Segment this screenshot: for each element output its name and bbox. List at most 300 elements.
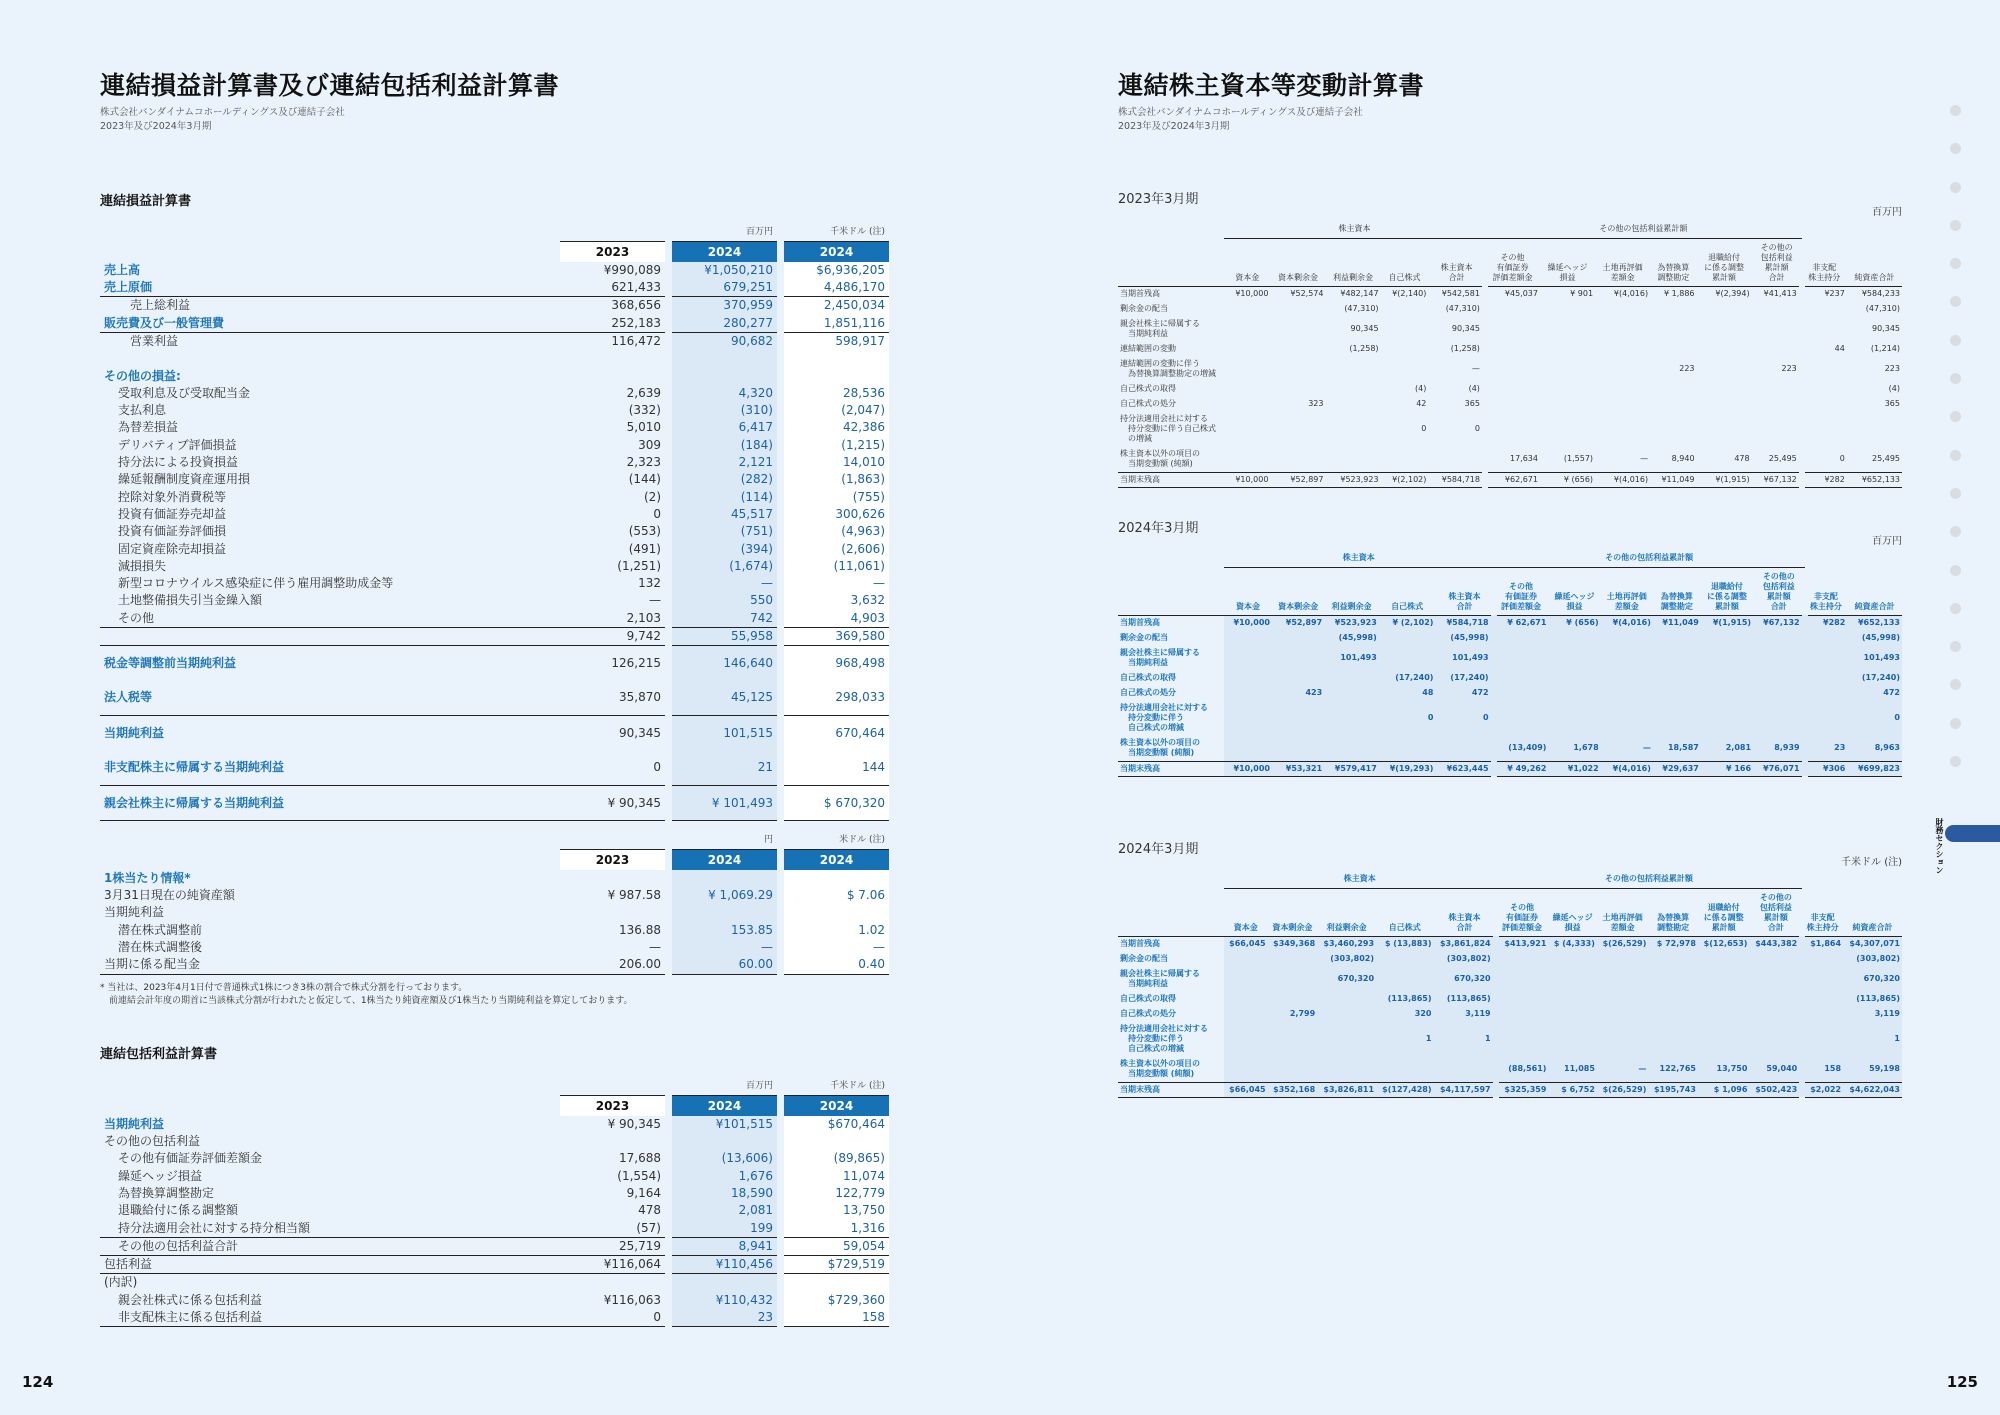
cell-value: 0 bbox=[1839, 454, 1845, 464]
value-2024: (1,674) bbox=[672, 558, 777, 575]
value-2024-usd: 598,917 bbox=[784, 332, 889, 350]
cell-value: ¥(4,016) bbox=[1601, 761, 1653, 776]
cell-value bbox=[1650, 396, 1696, 411]
value-2024-usd: 14,010 bbox=[784, 454, 889, 471]
cell-value bbox=[1597, 951, 1648, 966]
table-row bbox=[1118, 1082, 1902, 1097]
value-2024-usd: 298,033 bbox=[784, 681, 889, 716]
cell-value: ¥623,445 bbox=[1435, 761, 1493, 776]
value-2024-usd: (11,061) bbox=[784, 558, 889, 575]
value-2023: ¥990,089 bbox=[603, 262, 661, 277]
cell-value: 90,345 bbox=[1451, 323, 1480, 333]
row-label: 当期に係る配当金 bbox=[100, 956, 560, 974]
column-header: 資本剰余金 bbox=[1278, 601, 1319, 611]
cell-value bbox=[1224, 356, 1270, 381]
cell-value: ¥584,718 bbox=[1428, 472, 1485, 487]
cell-value: (4) bbox=[1468, 383, 1480, 393]
table-row bbox=[100, 751, 889, 786]
value-2023: ¥ 90,345 bbox=[607, 1116, 661, 1131]
value-2024: — bbox=[672, 939, 777, 956]
cell-value: 670,320 bbox=[1317, 966, 1376, 991]
cell-value: 8,963 bbox=[1847, 736, 1902, 761]
value-2023: (1,251) bbox=[617, 558, 661, 573]
cell-value: 158 bbox=[1802, 1057, 1843, 1082]
cell-value bbox=[1697, 301, 1752, 316]
table-row bbox=[100, 262, 889, 279]
cell-value: (113,865) bbox=[1376, 991, 1433, 1006]
cell-value: $195,743 bbox=[1648, 1082, 1698, 1097]
cell-value: 0 bbox=[1421, 424, 1427, 433]
table-row bbox=[100, 1292, 889, 1309]
cell-value bbox=[1494, 670, 1549, 685]
cell-value: ¥237 bbox=[1802, 286, 1847, 301]
table-row bbox=[100, 628, 889, 646]
cell-value bbox=[1805, 630, 1848, 645]
cell-value: $(26,529) bbox=[1597, 936, 1648, 951]
cell-value bbox=[1224, 381, 1270, 396]
column-header: 土地再評価 差額金 bbox=[1602, 912, 1643, 932]
cell-value bbox=[1485, 341, 1540, 356]
cell-value: ¥579,417 bbox=[1324, 761, 1379, 776]
pl-heading: 連結損益計算書 bbox=[100, 194, 192, 209]
cell-value bbox=[1381, 447, 1429, 472]
nav-dot[interactable] bbox=[1950, 756, 1961, 767]
value-2024: 550 bbox=[672, 592, 777, 609]
cell-value bbox=[1752, 411, 1802, 447]
cell-value: ¥(4,016) bbox=[1595, 286, 1650, 301]
cell-value bbox=[1595, 316, 1650, 341]
value-2024: 55,958 bbox=[672, 628, 777, 646]
value-2023: 17,688 bbox=[619, 1151, 661, 1166]
row-label: 非支配株主に帰属する当期純利益 bbox=[104, 760, 285, 775]
column-header: 繰延ヘッジ 損益 bbox=[1547, 262, 1588, 282]
table-row bbox=[100, 956, 889, 974]
cell-value bbox=[1548, 700, 1600, 736]
value-2024: 370,959 bbox=[672, 297, 777, 315]
cell-value: $(12,653) bbox=[1698, 936, 1749, 951]
cell-value bbox=[1494, 685, 1549, 700]
cell-value bbox=[1268, 966, 1318, 991]
value-2023: 2,103 bbox=[626, 610, 661, 625]
nav-dot[interactable] bbox=[1950, 679, 1961, 690]
table-row bbox=[100, 681, 889, 716]
cell-value bbox=[1379, 736, 1436, 761]
group-header: 株主資本 bbox=[1224, 549, 1494, 567]
table-row bbox=[100, 558, 889, 575]
cell-value bbox=[1548, 685, 1600, 700]
value-2024: 1,676 bbox=[672, 1168, 777, 1185]
cell-value bbox=[1224, 316, 1270, 341]
value-2023: 2,639 bbox=[626, 385, 661, 400]
cell-value: $66,045 bbox=[1224, 936, 1268, 951]
cell-value bbox=[1648, 1021, 1698, 1057]
table-row bbox=[100, 297, 889, 315]
row-label: 非支配株主に係る包括利益 bbox=[100, 1309, 560, 1327]
per-share-note: * 当社は、2023年4月1日付で普通株式1株につき3株の割合で株式分割を行っております。 前連結会計年度の期首に当該株式分割が行われたと仮定して、1株当たり純資産額及び1株当たり当期純利益を算定しております。 bbox=[100, 983, 633, 1006]
unit-label: 千米ドル (注) bbox=[830, 1081, 885, 1092]
value-2024: 4,320 bbox=[672, 385, 777, 402]
cell-value bbox=[1272, 645, 1324, 670]
cell-value: ¥52,897 bbox=[1272, 615, 1324, 630]
cell-value bbox=[1325, 396, 1380, 411]
cell-value: (88,561) bbox=[1496, 1057, 1549, 1082]
cell-value bbox=[1595, 341, 1650, 356]
value-2024: 18,590 bbox=[672, 1185, 777, 1202]
cell-value: $443,382 bbox=[1749, 936, 1802, 951]
row-label: 税金等調整前当期純利益 bbox=[104, 655, 237, 670]
table-row bbox=[100, 1256, 889, 1274]
cell-value: ¥ 62,671 bbox=[1494, 615, 1549, 630]
cell-value bbox=[1224, 685, 1272, 700]
cell-value bbox=[1548, 991, 1596, 1006]
cell-value bbox=[1540, 411, 1595, 447]
row-label: 潜在株式調整後 bbox=[118, 939, 203, 954]
cell-value bbox=[1597, 1006, 1648, 1021]
cell-value bbox=[1268, 1057, 1318, 1082]
cell-value bbox=[1381, 356, 1429, 381]
column-header: 株主資本 合計 bbox=[1448, 912, 1481, 932]
cell-value bbox=[1805, 700, 1848, 736]
cell-value bbox=[1325, 447, 1380, 472]
column-header: 為替換算 調整勘定 bbox=[1657, 912, 1690, 932]
row-label: 当期首残高 bbox=[1118, 286, 1224, 301]
cell-value bbox=[1224, 1021, 1268, 1057]
cell-value: 670,320 bbox=[1434, 966, 1496, 991]
cell-value: ¥652,133 bbox=[1847, 615, 1902, 630]
cell-value bbox=[1324, 670, 1379, 685]
value-2024-usd: 300,626 bbox=[784, 506, 889, 523]
cell-value bbox=[1494, 630, 1549, 645]
value-2024: 60.00 bbox=[672, 956, 777, 974]
cell-value: ¥282 bbox=[1802, 472, 1847, 487]
cell-value bbox=[1224, 951, 1268, 966]
row-label: 1株当たり情報* bbox=[104, 870, 191, 885]
table-row bbox=[1118, 472, 1902, 487]
row-label: 剰余金の配当 bbox=[1120, 953, 1168, 963]
row-label: 持分法適用会社に対する持分相当額 bbox=[118, 1220, 311, 1235]
value-2023: ¥116,063 bbox=[603, 1292, 661, 1307]
row-label: 持分法適用会社に対する 持分変動に伴う 自己株式の増減 bbox=[1120, 703, 1208, 732]
cell-value bbox=[1653, 645, 1701, 670]
value-2024: 45,125 bbox=[672, 681, 777, 716]
cell-value bbox=[1324, 700, 1379, 736]
value-2023: 0 bbox=[653, 506, 661, 521]
cell-value bbox=[1381, 316, 1429, 341]
cell-value bbox=[1548, 1021, 1596, 1057]
unit-label: 米ドル (注) bbox=[839, 835, 885, 846]
value-2023: ¥ 987.58 bbox=[607, 888, 661, 903]
cell-value bbox=[1697, 316, 1752, 341]
nav-dot[interactable] bbox=[1950, 565, 1961, 576]
cell-value: 3,119 bbox=[1434, 1006, 1496, 1021]
row-label: その他有価証券評価差額金 bbox=[118, 1151, 263, 1166]
row-label: 親会社株主に帰属する 当期純利益 bbox=[1120, 647, 1200, 667]
row-label: 売上原価 bbox=[104, 280, 153, 295]
cell-value bbox=[1805, 670, 1848, 685]
value-2023 bbox=[560, 368, 665, 385]
row-label: 親会社株式に係る包括利益 bbox=[118, 1292, 263, 1307]
nav-dot[interactable] bbox=[1950, 450, 1961, 461]
value-2024-usd: — bbox=[784, 939, 889, 956]
cell-value bbox=[1597, 1021, 1648, 1057]
cell-value: ¥41,413 bbox=[1752, 286, 1802, 301]
table-row bbox=[1118, 301, 1902, 316]
row-label: 繰延ヘッジ損益 bbox=[118, 1168, 203, 1183]
cell-value bbox=[1601, 700, 1653, 736]
cell-value bbox=[1379, 645, 1436, 670]
nav-dot[interactable] bbox=[1950, 182, 1961, 193]
nav-dot[interactable] bbox=[1950, 220, 1961, 231]
table-row bbox=[100, 922, 889, 939]
cell-value: ¥10,000 bbox=[1224, 761, 1272, 776]
page-title: 連結損益計算書及び連結包括利益計算書 bbox=[100, 71, 560, 100]
row-label: 販売費及び一般管理費 bbox=[104, 315, 225, 330]
row-label: 剰余金の配当 bbox=[1120, 303, 1168, 313]
cell-value bbox=[1648, 1006, 1698, 1021]
table-row bbox=[100, 523, 889, 540]
cell-value: ¥76,071 bbox=[1753, 761, 1805, 776]
cell-value bbox=[1697, 356, 1752, 381]
cell-value: $ 72,978 bbox=[1648, 936, 1698, 951]
row-label: 投資有価証券売却益 bbox=[118, 506, 227, 521]
nav-dot[interactable] bbox=[1950, 718, 1961, 729]
row-label: 繰延報酬制度資産運用損 bbox=[118, 472, 251, 487]
page-number: 125 bbox=[1946, 1373, 1978, 1391]
cell-value: $413,921 bbox=[1496, 936, 1549, 951]
table-row bbox=[100, 939, 889, 956]
value-2023: 9,742 bbox=[560, 628, 665, 646]
value-2023: 126,215 bbox=[611, 655, 661, 670]
nav-dot[interactable] bbox=[1950, 105, 1961, 116]
unit-label: 百万円 bbox=[1872, 536, 1902, 547]
column-header: 非支配 株主持分 bbox=[1806, 912, 1839, 932]
column-header: 退職給付 に係る調整 累計額 bbox=[1706, 581, 1747, 611]
table-row bbox=[1118, 700, 1902, 736]
cell-value bbox=[1548, 966, 1596, 991]
nav-dot[interactable] bbox=[1950, 373, 1961, 384]
cell-value: 320 bbox=[1376, 1006, 1433, 1021]
value-2023: 136.88 bbox=[619, 922, 661, 937]
table-row bbox=[100, 1150, 889, 1167]
row-label: 当期首残高 bbox=[1118, 615, 1224, 630]
table-row bbox=[100, 489, 889, 506]
period-label: 2024年3月期 bbox=[1118, 842, 1199, 857]
nav-dot[interactable] bbox=[1950, 258, 1961, 269]
value-2023: (491) bbox=[628, 541, 661, 556]
nav-dot[interactable] bbox=[1950, 143, 1961, 154]
cell-value bbox=[1224, 447, 1270, 472]
cell-value: ¥10,000 bbox=[1224, 615, 1272, 630]
cell-value bbox=[1805, 645, 1848, 670]
cell-value: ¥584,718 bbox=[1435, 615, 1493, 630]
table-row bbox=[100, 471, 889, 488]
cell-value bbox=[1697, 381, 1752, 396]
nav-dot[interactable] bbox=[1950, 296, 1961, 307]
value-2024: 742 bbox=[672, 610, 777, 628]
cell-value bbox=[1270, 316, 1325, 341]
row-label: 売上総利益 bbox=[100, 297, 560, 315]
cell-value: 223 bbox=[1679, 363, 1695, 373]
cell-value bbox=[1802, 991, 1843, 1006]
company-name: 株式会社バンダイナムコホールディングス及び連結子会社 2023年及び2024年3月期 bbox=[100, 107, 345, 132]
section-nav-dots[interactable] bbox=[1950, 105, 1962, 794]
cell-value bbox=[1595, 301, 1650, 316]
cell-value: $2,022 bbox=[1802, 1082, 1843, 1097]
table-row bbox=[100, 1168, 889, 1185]
nav-dot[interactable] bbox=[1950, 526, 1961, 537]
row-label: その他の損益: bbox=[104, 368, 181, 383]
comprehensive-income-table bbox=[100, 1078, 889, 1327]
value-2023: (1,554) bbox=[617, 1168, 661, 1183]
column-header: 退職給付 に係る調整 累計額 bbox=[1704, 252, 1745, 282]
row-label: その他 bbox=[118, 610, 155, 625]
cell-value bbox=[1650, 381, 1696, 396]
cell-value: (17,240) bbox=[1847, 670, 1902, 685]
cell-value: (303,802) bbox=[1434, 951, 1496, 966]
value-2024: (394) bbox=[672, 541, 777, 558]
value-2024: 23 bbox=[672, 1309, 777, 1327]
cell-value: ¥(1,915) bbox=[1701, 615, 1753, 630]
value-2023: 25,719 bbox=[560, 1237, 665, 1255]
cell-value bbox=[1752, 381, 1802, 396]
row-label: デリバティブ評価損益 bbox=[118, 437, 237, 452]
row-label bbox=[100, 350, 560, 367]
cell-value: ¥(2,102) bbox=[1381, 472, 1429, 487]
nav-dot[interactable] bbox=[1950, 488, 1961, 499]
cell-value bbox=[1270, 411, 1325, 447]
cell-value bbox=[1701, 630, 1753, 645]
row-label: 当期純利益 bbox=[104, 1116, 165, 1131]
cell-value bbox=[1428, 447, 1485, 472]
table-row bbox=[100, 1220, 889, 1238]
table-row bbox=[100, 1185, 889, 1202]
nav-dot[interactable] bbox=[1950, 641, 1961, 652]
cell-value bbox=[1317, 991, 1376, 1006]
value-2024: 2,121 bbox=[672, 454, 777, 471]
cell-value bbox=[1802, 316, 1847, 341]
row-label: 株主資本以外の項目の 当期変動額 (純額) bbox=[1120, 1059, 1200, 1079]
unit-label: 円 bbox=[763, 835, 773, 846]
column-header: 資本金 bbox=[1235, 272, 1260, 282]
table-row bbox=[100, 1202, 889, 1219]
row-label: 自己株式の取得 bbox=[1120, 672, 1176, 682]
cell-value bbox=[1753, 700, 1805, 736]
cell-value: 48 bbox=[1379, 685, 1436, 700]
cell-value: 670,320 bbox=[1843, 966, 1902, 991]
cell-value bbox=[1697, 341, 1752, 356]
row-label: 固定資産除売却損益 bbox=[118, 541, 227, 556]
cell-value: — bbox=[1597, 1057, 1648, 1082]
cell-value bbox=[1597, 966, 1648, 991]
value-2024: 199 bbox=[672, 1220, 777, 1238]
nav-dot[interactable] bbox=[1950, 411, 1961, 422]
cell-value: $4,307,071 bbox=[1843, 936, 1902, 951]
row-label: 為替換算調整勘定 bbox=[118, 1185, 215, 1200]
cell-value bbox=[1802, 1021, 1843, 1057]
value-2024-usd: 670,464 bbox=[784, 716, 889, 751]
row-label: 法人税等 bbox=[104, 690, 153, 705]
cell-value: ¥584,233 bbox=[1847, 286, 1902, 301]
cell-value bbox=[1268, 1021, 1318, 1057]
cell-value: (4) bbox=[1415, 383, 1427, 393]
cell-value: 101,493 bbox=[1847, 645, 1902, 670]
cell-value bbox=[1224, 630, 1272, 645]
table-row bbox=[100, 716, 889, 751]
equity-changes-table bbox=[1118, 870, 1902, 1098]
nav-dot[interactable] bbox=[1950, 603, 1961, 614]
income-statement-table bbox=[100, 224, 889, 821]
table-row bbox=[100, 904, 889, 921]
cell-value: 323 bbox=[1308, 398, 1324, 408]
cell-value: 11,085 bbox=[1548, 1057, 1596, 1082]
value-2023: 206.00 bbox=[560, 956, 665, 974]
table-row bbox=[100, 887, 889, 904]
cell-value: 101,493 bbox=[1435, 645, 1493, 670]
cell-value: $(26,529) bbox=[1597, 1082, 1648, 1097]
row-label: 親会社株主に帰属する 当期純利益 bbox=[1120, 318, 1200, 338]
table-row bbox=[1118, 991, 1902, 1006]
cell-value: ¥11,049 bbox=[1653, 615, 1701, 630]
value-2024: 21 bbox=[672, 751, 777, 786]
value-2024-usd: 144 bbox=[784, 751, 889, 786]
cell-value bbox=[1601, 685, 1653, 700]
value-2024: 2,081 bbox=[672, 1202, 777, 1219]
value-2023: 35,870 bbox=[619, 690, 661, 705]
value-2024-usd: — bbox=[784, 575, 889, 592]
table-row bbox=[100, 437, 889, 454]
cell-value bbox=[1753, 645, 1805, 670]
table-row bbox=[100, 315, 889, 333]
cell-value bbox=[1648, 951, 1698, 966]
cell-value bbox=[1653, 700, 1701, 736]
cell-value: 365 bbox=[1884, 398, 1900, 408]
value-2024-usd: 13,750 bbox=[784, 1202, 889, 1219]
cell-value bbox=[1753, 685, 1805, 700]
value-2024-usd: $ 670,320 bbox=[784, 786, 889, 821]
value-2024: (751) bbox=[672, 523, 777, 540]
column-header: 自己株式 bbox=[1388, 272, 1421, 282]
cell-value: (303,802) bbox=[1317, 951, 1376, 966]
value-2024-usd: 11,074 bbox=[784, 1168, 889, 1185]
cell-value: ¥306 bbox=[1805, 761, 1848, 776]
table-row bbox=[100, 592, 889, 609]
column-header: 資本金 bbox=[1235, 601, 1260, 611]
cell-value bbox=[1697, 411, 1752, 447]
value-2024 bbox=[672, 1133, 777, 1150]
cell-value: 0 bbox=[1847, 700, 1902, 736]
value-2024: 8,941 bbox=[672, 1237, 777, 1255]
column-header: 利益剰余金 bbox=[1331, 601, 1372, 611]
cell-value: ¥67,132 bbox=[1753, 615, 1805, 630]
value-2024-usd: 1,316 bbox=[784, 1220, 889, 1238]
cell-value bbox=[1653, 685, 1701, 700]
cell-value: 42 bbox=[1416, 398, 1427, 408]
value-2023: 252,183 bbox=[611, 315, 661, 330]
cell-value bbox=[1272, 670, 1324, 685]
table-row bbox=[1118, 951, 1902, 966]
nav-dot[interactable] bbox=[1950, 335, 1961, 346]
table-row bbox=[100, 610, 889, 628]
section-tab-financial[interactable] bbox=[1945, 825, 2000, 842]
cell-value bbox=[1802, 411, 1847, 447]
value-2024-usd bbox=[784, 870, 889, 887]
column-header: その他 有価証券 評価差額金 bbox=[1492, 252, 1533, 282]
cell-value: ¥(19,293) bbox=[1379, 761, 1436, 776]
cell-value bbox=[1802, 301, 1847, 316]
cell-value bbox=[1540, 316, 1595, 341]
value-2023: 9,164 bbox=[626, 1185, 661, 1200]
equity-table-2024-usd bbox=[1118, 838, 1902, 1098]
